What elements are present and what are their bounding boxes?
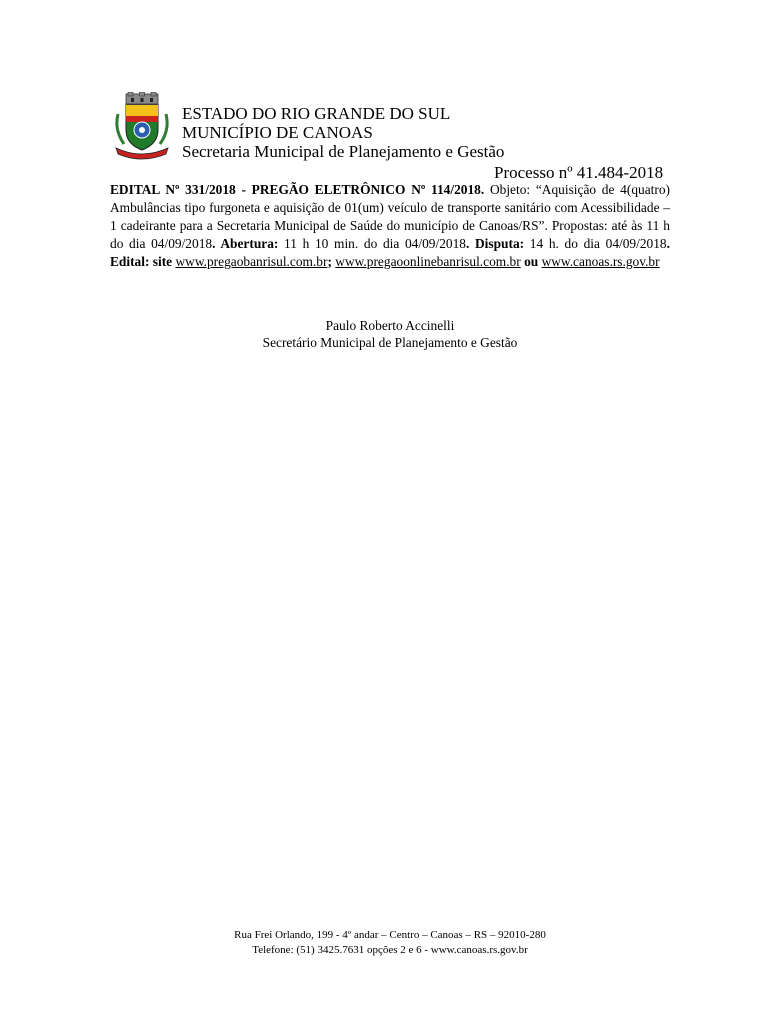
footer-phone: Telefone: (51) 3425.7631 opções 2 e 6 - www.canoas.rs.gov.br [252,944,528,956]
abertura-label: . Abertura: [212,236,279,251]
department-name: Secretaria Municipal de Planejamento e Gestão [182,142,505,161]
letterhead [182,104,504,161]
state-name: ESTADO DO RIO GRANDE DO SUL [182,104,451,123]
page-footer [110,928,670,958]
link-pregaoonlinebanrisul[interactable]: www.pregaoonlinebanrisul.com.br [335,254,521,269]
signature-block [110,317,670,351]
link-canoas[interactable]: www.canoas.rs.gov.br [541,254,660,269]
signatory-role: Secretário Municipal de Planejamento e Gestão [262,335,518,350]
signatory-name: Paulo Roberto Accinelli [325,318,455,333]
municipality-name: MUNICÍPIO DE CANOAS [182,123,373,142]
edital-objeto: Objeto: “Aquisição de 4(quatro) Ambulâncias tipo furgoneta e aquisição de 01(um) veículo de transporte sanitário com Acessibilidade – 1 cadeirante para a Secretaria Municipal de Saúde do município de Canoas/RS”. Propostas: até às 11 h do dia 04/09/2018 [110,182,671,251]
process-number: Processo nº 41.484-2018 [494,163,664,182]
disputa-text: 14 h. do dia 04/09/2018 [524,236,667,251]
footer-address: Rua Frei Orlando, 199 - 4º andar – Centro – Canoas – RS – 92010-280 [234,929,546,941]
edital-notice [110,181,670,271]
disputa-label: . Disputa: [465,236,525,251]
edital-title: EDITAL Nº 331/2018 - PREGÃO ELETRÔNICO Nº 114/2018. [110,182,485,197]
abertura-text: 11 h 10 min. do dia 04/09/2018 [278,236,466,251]
municipal-crest-icon [112,92,172,160]
edital-site-label: . Edital: site [110,236,670,269]
link-separator: ; [327,254,332,269]
ou-text: ou [520,254,542,269]
link-pregaobanrisul[interactable]: www.pregaobanrisul.com.br [175,254,328,269]
